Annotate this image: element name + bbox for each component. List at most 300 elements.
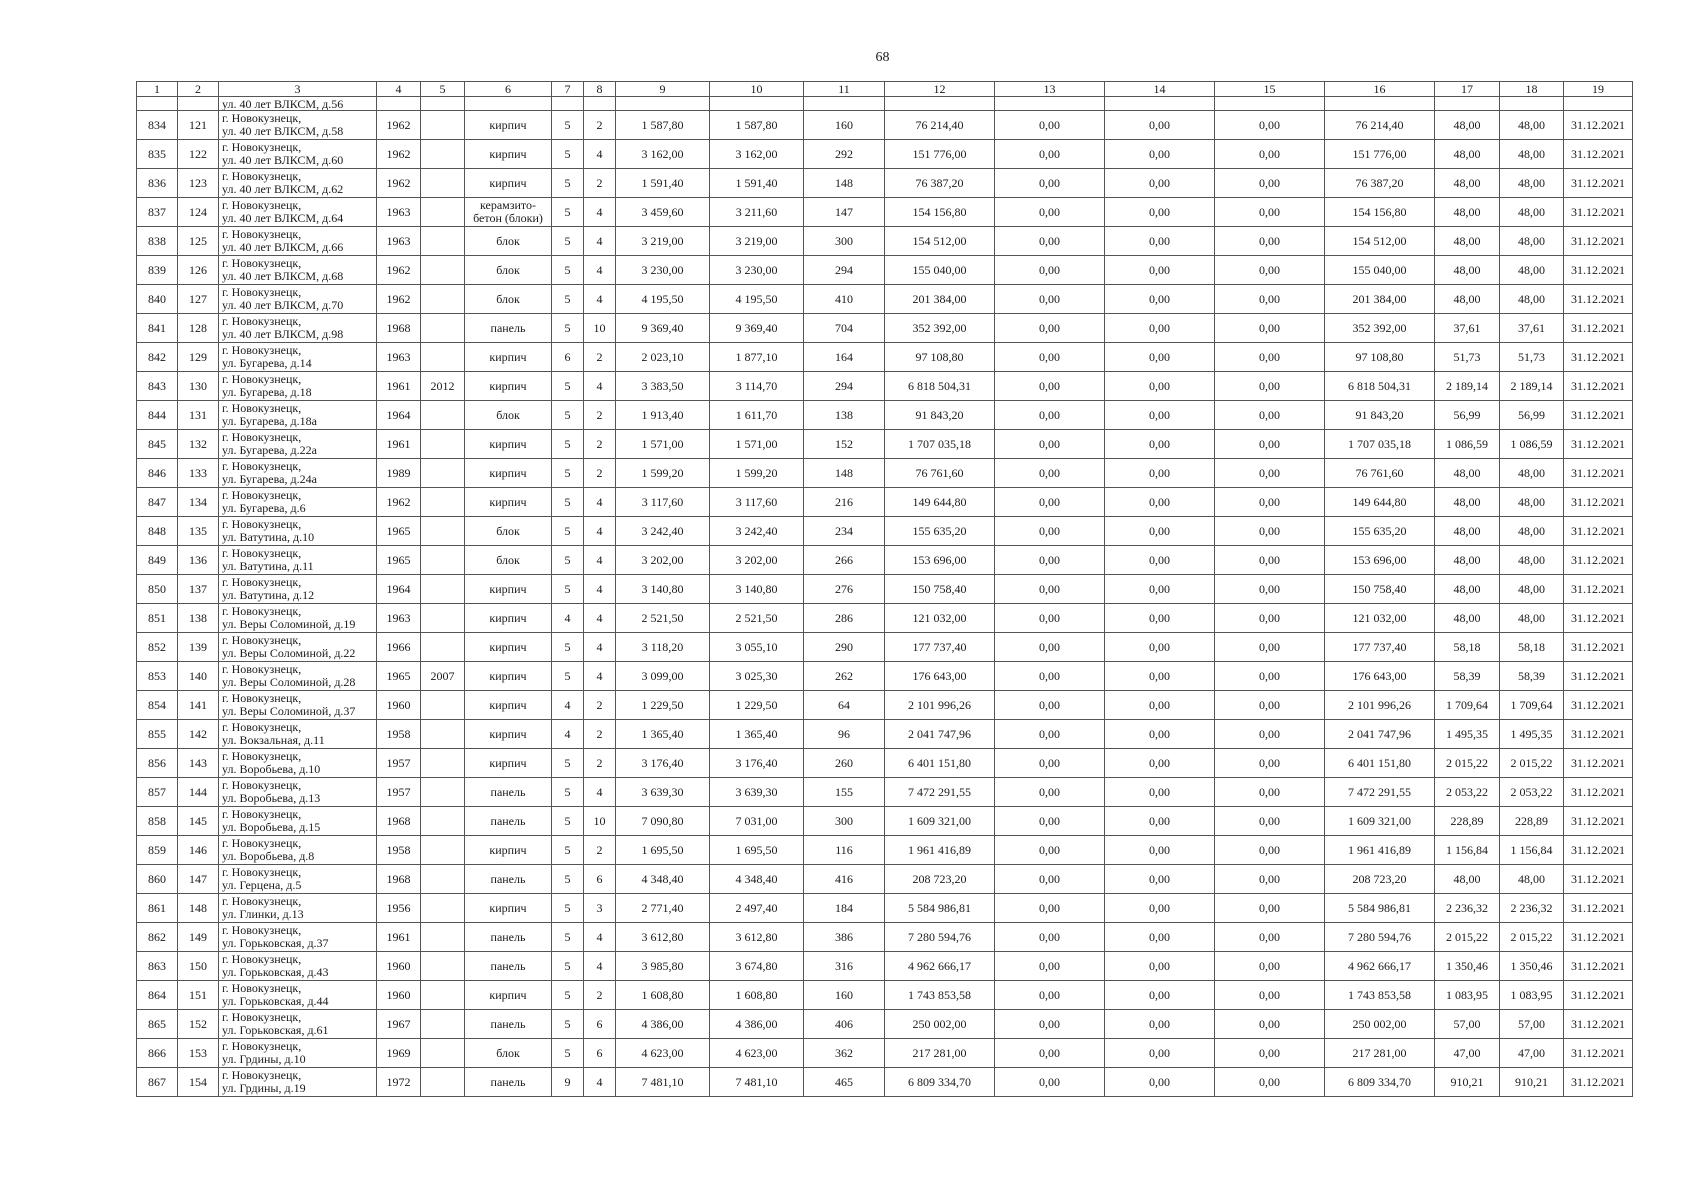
table-cell: 862 <box>137 923 178 952</box>
table-cell: 0,00 <box>1215 285 1325 314</box>
table-cell: 1965 <box>377 517 421 546</box>
table-cell: 5 <box>552 372 584 401</box>
column-header-3: 3 <box>219 82 377 97</box>
table-cell: 4 <box>584 575 616 604</box>
table-cell: 276 <box>804 575 885 604</box>
table-cell: 290 <box>804 633 885 662</box>
table-cell: 861 <box>137 894 178 923</box>
material-cell: кирпич <box>465 749 552 778</box>
table-cell: 2 189,14 <box>1500 372 1564 401</box>
table-cell: 286 <box>804 604 885 633</box>
table-cell: 1 156,84 <box>1435 836 1500 865</box>
table-row <box>137 546 1633 575</box>
table-cell: 208 723,20 <box>885 865 995 894</box>
table-cell: 1960 <box>377 691 421 720</box>
table-cell: 123 <box>178 169 219 198</box>
column-header-14: 14 <box>1105 82 1215 97</box>
table-cell: 48,00 <box>1435 604 1500 633</box>
table-cell: 76 761,60 <box>885 459 995 488</box>
table-cell: 3 162,00 <box>616 140 710 169</box>
table-cell: 1 599,20 <box>616 459 710 488</box>
address-cell: г. Новокузнецк, ул. Веры Соломиной, д.28 <box>219 662 377 691</box>
table-cell: 4 348,40 <box>616 865 710 894</box>
table-cell: 2 521,50 <box>710 604 804 633</box>
table-cell: 1963 <box>377 343 421 372</box>
table-cell: 842 <box>137 343 178 372</box>
table-cell: 3 219,00 <box>616 227 710 256</box>
table-cell: 5 <box>552 952 584 981</box>
table-cell: 31.12.2021 <box>1564 720 1633 749</box>
table-cell: 3 117,60 <box>616 488 710 517</box>
table-cell: 155 040,00 <box>1325 256 1435 285</box>
table-cell: 1 229,50 <box>710 691 804 720</box>
table-cell: 48,00 <box>1500 169 1564 198</box>
table-cell: 1962 <box>377 488 421 517</box>
table-cell: 0,00 <box>1215 343 1325 372</box>
table-cell <box>421 343 465 372</box>
table-cell: 51,73 <box>1500 343 1564 372</box>
table-cell: 91 843,20 <box>885 401 995 430</box>
table-cell: 76 387,20 <box>885 169 995 198</box>
table-cell: 300 <box>804 807 885 836</box>
table-cell <box>421 517 465 546</box>
table-cell: 2012 <box>421 372 465 401</box>
table-cell: 1 587,80 <box>616 111 710 140</box>
table-cell: 228,89 <box>1435 807 1500 836</box>
table-cell <box>421 604 465 633</box>
table-cell: 177 737,40 <box>1325 633 1435 662</box>
table-cell: 31.12.2021 <box>1564 1010 1633 1039</box>
table-cell: 1 611,70 <box>710 401 804 430</box>
table-cell: 47,00 <box>1500 1039 1564 1068</box>
table-cell: 2 236,32 <box>1500 894 1564 923</box>
table-cell: 10 <box>584 807 616 836</box>
table-cell: 4 386,00 <box>710 1010 804 1039</box>
table-cell: 6 <box>584 1010 616 1039</box>
table-cell: 0,00 <box>1105 865 1215 894</box>
table-cell: 0,00 <box>1215 1010 1325 1039</box>
table-cell: 150 758,40 <box>885 575 995 604</box>
table-cell: 5 <box>552 140 584 169</box>
table-cell: 48,00 <box>1435 256 1500 285</box>
table-cell: 201 384,00 <box>885 285 995 314</box>
table-cell: 0,00 <box>1215 778 1325 807</box>
continuation-row <box>137 97 1633 111</box>
table-cell: 148 <box>804 459 885 488</box>
table-cell: 0,00 <box>1215 923 1325 952</box>
table-cell: 7 472 291,55 <box>1325 778 1435 807</box>
table-cell: 352 392,00 <box>1325 314 1435 343</box>
table-cell: 1963 <box>377 227 421 256</box>
table-cell: 0,00 <box>1215 807 1325 836</box>
table-cell: 0,00 <box>995 488 1105 517</box>
table-cell: 142 <box>178 720 219 749</box>
table-cell: 6 401 151,80 <box>885 749 995 778</box>
table-cell: 1968 <box>377 807 421 836</box>
table-cell: 3 219,00 <box>710 227 804 256</box>
column-header-8: 8 <box>584 82 616 97</box>
table-cell: 4 <box>584 923 616 952</box>
table-cell: 4 <box>584 140 616 169</box>
table-cell: 1972 <box>377 1068 421 1097</box>
column-header-2: 2 <box>178 82 219 97</box>
table-cell: 217 281,00 <box>1325 1039 1435 1068</box>
table-cell: 0,00 <box>1215 198 1325 227</box>
table-cell: 4 <box>584 517 616 546</box>
address-cell: г. Новокузнецк, ул. Воробьева, д.15 <box>219 807 377 836</box>
table-cell: 208 723,20 <box>1325 865 1435 894</box>
material-cell: блок <box>465 401 552 430</box>
table-cell: 4 <box>584 1068 616 1097</box>
table-cell <box>421 285 465 314</box>
table-cell: 864 <box>137 981 178 1010</box>
table-cell: 0,00 <box>1105 981 1215 1010</box>
material-cell: кирпич <box>465 604 552 633</box>
table-cell <box>421 546 465 575</box>
table-cell: 48,00 <box>1500 198 1564 227</box>
table-cell: 2 <box>584 981 616 1010</box>
table-cell: 0,00 <box>995 749 1105 778</box>
material-cell: панель <box>465 952 552 981</box>
table-cell: 386 <box>804 923 885 952</box>
table-cell: 1958 <box>377 720 421 749</box>
table-cell: 6 818 504,31 <box>885 372 995 401</box>
table-cell: 0,00 <box>1105 1068 1215 1097</box>
table-cell: 1 350,46 <box>1500 952 1564 981</box>
table-cell: 131 <box>178 401 219 430</box>
table-cell: 48,00 <box>1500 227 1564 256</box>
table-cell <box>421 198 465 227</box>
address-cell: г. Новокузнецк, ул. 40 лет ВЛКСМ, д.68 <box>219 256 377 285</box>
table-cell: 6 <box>584 865 616 894</box>
table-cell: 3 230,00 <box>616 256 710 285</box>
table-cell: 148 <box>178 894 219 923</box>
table-cell <box>710 97 804 111</box>
table-cell <box>421 749 465 778</box>
table-cell: 5 <box>552 169 584 198</box>
address-cell: г. Новокузнецк, ул. Горьковская, д.43 <box>219 952 377 981</box>
address-cell: г. Новокузнецк, ул. Воробьева, д.10 <box>219 749 377 778</box>
table-cell: 76 761,60 <box>1325 459 1435 488</box>
table-cell: 0,00 <box>1105 401 1215 430</box>
table-cell: 0,00 <box>995 1039 1105 1068</box>
table-cell: 31.12.2021 <box>1564 604 1633 633</box>
table-cell: 4 195,50 <box>616 285 710 314</box>
table-cell: 176 643,00 <box>885 662 995 691</box>
table-header <box>137 82 1633 97</box>
table-cell: 5 584 986,81 <box>1325 894 1435 923</box>
table-row <box>137 1068 1633 1097</box>
table-cell: 3 117,60 <box>710 488 804 517</box>
table-cell: 840 <box>137 285 178 314</box>
table-cell <box>421 401 465 430</box>
table-cell: 31.12.2021 <box>1564 546 1633 575</box>
table-cell: 155 <box>804 778 885 807</box>
table-cell: 839 <box>137 256 178 285</box>
column-header-1: 1 <box>137 82 178 97</box>
table-cell: 143 <box>178 749 219 778</box>
material-cell: кирпич <box>465 459 552 488</box>
table-cell: 0,00 <box>995 807 1105 836</box>
table-cell: 2 <box>584 836 616 865</box>
table-cell: 31.12.2021 <box>1564 923 1633 952</box>
table-cell: 31.12.2021 <box>1564 691 1633 720</box>
column-header-12: 12 <box>885 82 995 97</box>
table-cell: 5 <box>552 894 584 923</box>
table-cell: 48,00 <box>1435 546 1500 575</box>
table-cell: 152 <box>178 1010 219 1039</box>
table-cell: 126 <box>178 256 219 285</box>
table-cell: 5 <box>552 517 584 546</box>
table-cell: 153 696,00 <box>885 546 995 575</box>
table-cell: 31.12.2021 <box>1564 372 1633 401</box>
table-cell: 2 <box>584 691 616 720</box>
table-row <box>137 488 1633 517</box>
table-cell: 0,00 <box>1105 749 1215 778</box>
table-cell: 128 <box>178 314 219 343</box>
table-cell: 0,00 <box>995 662 1105 691</box>
table-cell: 9 <box>552 1068 584 1097</box>
table-cell: 5 <box>552 662 584 691</box>
table-cell: 0,00 <box>1105 836 1215 865</box>
table-cell: 154 156,80 <box>1325 198 1435 227</box>
table-cell: 1967 <box>377 1010 421 1039</box>
table-cell: 4 <box>584 778 616 807</box>
table-cell: 57,00 <box>1500 1010 1564 1039</box>
table-cell: 6 818 504,31 <box>1325 372 1435 401</box>
table-cell: 1 495,35 <box>1435 720 1500 749</box>
material-cell: кирпич <box>465 372 552 401</box>
table-cell: 465 <box>804 1068 885 1097</box>
table-cell: 855 <box>137 720 178 749</box>
table-cell: 0,00 <box>995 836 1105 865</box>
table-cell: 838 <box>137 227 178 256</box>
table-cell: 1 743 853,58 <box>1325 981 1435 1010</box>
material-cell: кирпич <box>465 691 552 720</box>
table-cell: 9 369,40 <box>710 314 804 343</box>
table-cell: 97 108,80 <box>885 343 995 372</box>
table-row <box>137 459 1633 488</box>
table-cell: 97 108,80 <box>1325 343 1435 372</box>
table-cell: 0,00 <box>1105 140 1215 169</box>
table-cell: 6 <box>584 1039 616 1068</box>
table-cell: 0,00 <box>995 459 1105 488</box>
table-cell: 135 <box>178 517 219 546</box>
table-cell: 154 156,80 <box>885 198 995 227</box>
table-cell: 3 <box>584 894 616 923</box>
table-cell: 1962 <box>377 285 421 314</box>
table-cell: 5 <box>552 401 584 430</box>
table-cell <box>584 97 616 111</box>
table-cell: 836 <box>137 169 178 198</box>
table-cell: 5 <box>552 923 584 952</box>
table-cell: 31.12.2021 <box>1564 459 1633 488</box>
table-cell: 910,21 <box>1500 1068 1564 1097</box>
address-cell: г. Новокузнецк, ул. Горьковская, д.44 <box>219 981 377 1010</box>
table-cell: 0,00 <box>1105 1010 1215 1039</box>
address-cell: г. Новокузнецк, ул. Бугарева, д.18 <box>219 372 377 401</box>
table-cell: 0,00 <box>1215 314 1325 343</box>
table-cell: 0,00 <box>995 691 1105 720</box>
table-cell: 151 776,00 <box>1325 140 1435 169</box>
table-cell: 0,00 <box>995 430 1105 459</box>
table-cell <box>421 691 465 720</box>
table-cell: 3 674,80 <box>710 952 804 981</box>
table-cell: 147 <box>178 865 219 894</box>
table-cell: 150 758,40 <box>1325 575 1435 604</box>
table-cell: 1 587,80 <box>710 111 804 140</box>
table-cell: 0,00 <box>1215 140 1325 169</box>
material-cell: кирпич <box>465 662 552 691</box>
table-cell: 1957 <box>377 749 421 778</box>
table-cell: 1964 <box>377 575 421 604</box>
table-cell: 7 090,80 <box>616 807 710 836</box>
material-cell: блок <box>465 256 552 285</box>
table-cell: 31.12.2021 <box>1564 1068 1633 1097</box>
table-cell: 5 <box>552 778 584 807</box>
table-cell: 1 599,20 <box>710 459 804 488</box>
table-cell: 1965 <box>377 662 421 691</box>
table-cell: 0,00 <box>995 169 1105 198</box>
table-cell <box>421 836 465 865</box>
table-cell: 164 <box>804 343 885 372</box>
table-cell: 3 099,00 <box>616 662 710 691</box>
table-cell: 234 <box>804 517 885 546</box>
table-cell: 859 <box>137 836 178 865</box>
table-cell <box>421 1039 465 1068</box>
table-cell: 0,00 <box>1215 546 1325 575</box>
table-cell: 4 <box>584 604 616 633</box>
column-header-13: 13 <box>995 82 1105 97</box>
table-cell: 3 140,80 <box>616 575 710 604</box>
material-cell: кирпич <box>465 981 552 1010</box>
material-cell: блок <box>465 1039 552 1068</box>
table-cell: 149 <box>178 923 219 952</box>
table-cell: 1 365,40 <box>616 720 710 749</box>
address-cell: г. Новокузнецк, ул. Бугарева, д.14 <box>219 343 377 372</box>
address-cell: г. Новокузнецк, ул. 40 лет ВЛКСМ, д.66 <box>219 227 377 256</box>
table-cell <box>421 140 465 169</box>
table-cell: 7 481,10 <box>710 1068 804 1097</box>
address-cell: г. Новокузнецк, ул. Веры Соломиной, д.22 <box>219 633 377 662</box>
table-row <box>137 575 1633 604</box>
table-cell: 0,00 <box>1105 807 1215 836</box>
table-row <box>137 720 1633 749</box>
table-cell: 0,00 <box>995 1010 1105 1039</box>
table-cell: 0,00 <box>1105 1039 1215 1068</box>
table-cell: 48,00 <box>1435 169 1500 198</box>
table-cell: 866 <box>137 1039 178 1068</box>
table-cell: 0,00 <box>1215 691 1325 720</box>
table-cell: 834 <box>137 111 178 140</box>
table-cell: 31.12.2021 <box>1564 662 1633 691</box>
material-cell: керамзито- бетон (блоки) <box>465 198 552 227</box>
table-cell: 58,39 <box>1435 662 1500 691</box>
table-cell: 3 383,50 <box>616 372 710 401</box>
table-cell: 1 495,35 <box>1500 720 1564 749</box>
table-cell: 3 140,80 <box>710 575 804 604</box>
table-cell: 0,00 <box>1215 865 1325 894</box>
table-cell: 127 <box>178 285 219 314</box>
table-cell <box>1105 97 1215 111</box>
table-cell: 1 743 853,58 <box>885 981 995 1010</box>
table-cell: 0,00 <box>1105 488 1215 517</box>
table-cell: 2 <box>584 343 616 372</box>
table-cell: 0,00 <box>1105 952 1215 981</box>
table-cell: 0,00 <box>1215 111 1325 140</box>
table-cell: 910,21 <box>1435 1068 1500 1097</box>
table-cell: 7 472 291,55 <box>885 778 995 807</box>
table-cell: 9 369,40 <box>616 314 710 343</box>
address-cell: г. Новокузнецк, ул. 40 лет ВЛКСМ, д.70 <box>219 285 377 314</box>
table-cell: 31.12.2021 <box>1564 111 1633 140</box>
table-cell <box>421 952 465 981</box>
table-cell: 3 242,40 <box>616 517 710 546</box>
table-cell: 2 015,22 <box>1500 749 1564 778</box>
table-cell: 850 <box>137 575 178 604</box>
table-cell: 48,00 <box>1500 140 1564 169</box>
table-cell: 129 <box>178 343 219 372</box>
table-cell: 51,73 <box>1435 343 1500 372</box>
table-cell: 2 053,22 <box>1435 778 1500 807</box>
table-cell: 4 <box>584 546 616 575</box>
table-cell: 410 <box>804 285 885 314</box>
table-cell: 0,00 <box>1105 546 1215 575</box>
table-cell: 48,00 <box>1500 865 1564 894</box>
table-cell: 1 608,80 <box>616 981 710 1010</box>
table-cell: 1 709,64 <box>1435 691 1500 720</box>
table-cell: 0,00 <box>1105 430 1215 459</box>
material-cell: кирпич <box>465 343 552 372</box>
table-cell: 0,00 <box>1215 169 1325 198</box>
material-cell: панель <box>465 778 552 807</box>
table-cell <box>421 169 465 198</box>
table-cell <box>421 923 465 952</box>
table-cell: 91 843,20 <box>1325 401 1435 430</box>
table-cell: 31.12.2021 <box>1564 314 1633 343</box>
address-cell: г. Новокузнецк, ул. Герцена, д.5 <box>219 865 377 894</box>
table-cell: 5 <box>552 111 584 140</box>
column-header-4: 4 <box>377 82 421 97</box>
table-cell: 845 <box>137 430 178 459</box>
table-cell <box>421 459 465 488</box>
address-cell: г. Новокузнецк, ул. Вокзальная, д.11 <box>219 720 377 749</box>
table-cell: 1962 <box>377 256 421 285</box>
material-cell: панель <box>465 865 552 894</box>
table-cell: 856 <box>137 749 178 778</box>
table-cell: 1969 <box>377 1039 421 1068</box>
material-cell: блок <box>465 546 552 575</box>
table-cell: 5 <box>552 227 584 256</box>
table-cell: 0,00 <box>995 778 1105 807</box>
column-header-7: 7 <box>552 82 584 97</box>
table-cell: 0,00 <box>1105 575 1215 604</box>
table-cell: 228,89 <box>1500 807 1564 836</box>
table-cell: 0,00 <box>1105 517 1215 546</box>
table-cell: 865 <box>137 1010 178 1039</box>
table-cell: 857 <box>137 778 178 807</box>
column-header-16: 16 <box>1325 82 1435 97</box>
table-cell: 1963 <box>377 198 421 227</box>
table-cell: 0,00 <box>995 604 1105 633</box>
table-cell: 2 497,40 <box>710 894 804 923</box>
table-cell: 154 512,00 <box>1325 227 1435 256</box>
table-cell: 0,00 <box>1215 430 1325 459</box>
table-cell: 48,00 <box>1500 546 1564 575</box>
table-cell: 266 <box>804 546 885 575</box>
table-cell: 37,61 <box>1435 314 1500 343</box>
table-cell: 2 101 996,26 <box>885 691 995 720</box>
